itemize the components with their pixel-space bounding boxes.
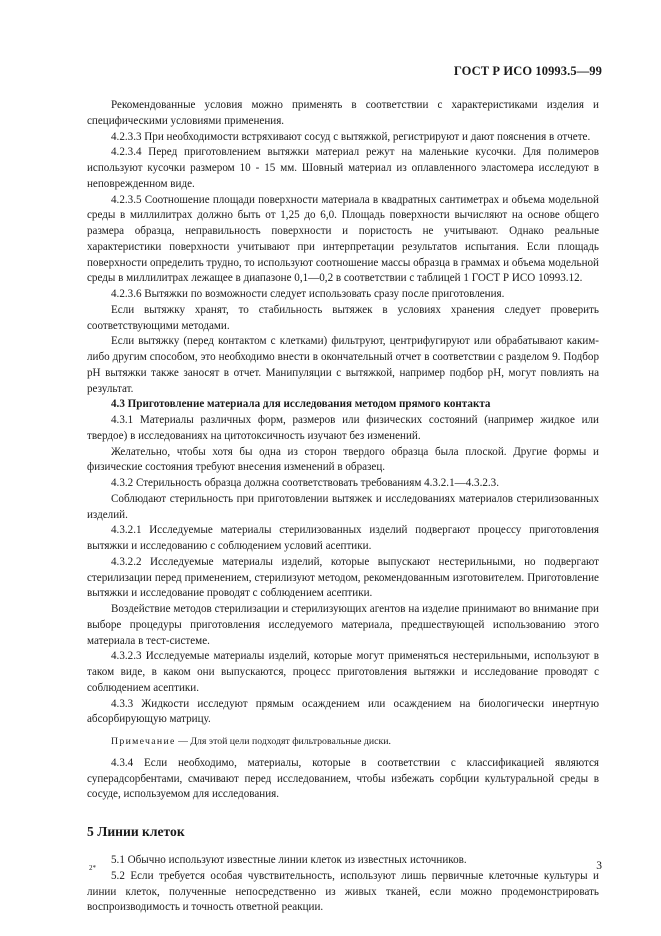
paragraph: 4.3.4 Если необходимо, материалы, которые в соответствии с классификацией являются суперадсорбентами, смачивают перед исследованием, чтобы избежать сорбции культуральной среды в сосуде, используемом для исследования. [87, 756, 599, 801]
paragraph: Желательно, чтобы хотя бы одна из сторон твердого образца была плоской. Другие формы и физические состояния требуют внесения изменений в образец. [87, 445, 599, 474]
paragraph: 4.2.3.5 Соотношение площади поверхности материала в квадратных сантиметрах и объема модельной среды в миллилитрах должно быть от 1,25 до 6,0. Площадь поверхности вычисляют на основе общего размера образца, неправильность поверхности и пористость не учитывают. Однако реальные характеристики поверхности учитывают при интерпретации результатов испытания. Если площадь поверхности определить трудно, то используют соотношение массы образца в граммах и объема модельной среды в миллилитрах лежащее в диапазоне 0,1—0,2 в соответствии с таблицей 1 ГОСТ Р ИСО 10993.12. [87, 193, 599, 285]
paragraph: 4.3.2.1 Исследуемые материалы стерилизованных изделий подвергают процессу приготовления вытяжки и исследованию с соблюдением условий асептики. [87, 524, 599, 552]
paragraph: 4.2.3.4 Перед приготовлением вытяжки материал режут на маленькие кусочки. Для полимеров используют кусочки размером 10 - 15 мм. Шовный материал из оплавленного эластомера исследуют в неповрежденном виде. [87, 146, 599, 190]
note-text: — Для этой цели подходят фильтровальные диски. [175, 736, 391, 747]
paragraph: 4.2.3.3 При необходимости встряхивают сосуд с вытяжкой, регистрируют и дают пояснения в отчете. [111, 130, 591, 143]
section-title: 5 Линии клеток [87, 824, 185, 839]
paragraph: Воздействие методов стерилизации и стерилизующих агентов на изделие принимают во внимание при выборе процедуры приготовления исследуемого материала, предшествующей использованию этого материала в тест-системе. [87, 603, 599, 647]
paragraph: 4.2.3.6 Вытяжки по возможности следует использовать сразу после приготовления. [111, 288, 505, 300]
paragraph: Если вытяжку (перед контактом с клетками) фильтруют, центрифугируют или обрабатывают каким-либо другим способом, это необходимо внести в окончательный отчет в соответствии с разделом 9. Подбор pH вытяжки также заносят в отчет. Манипуляции с вытяжкой, например подбор pH, могут повлиять на результат. [87, 335, 599, 395]
paragraph: 4.3.3 Жидкости исследуют прямым осаждением или осаждением на биологически инертную абсорбирующую матрицу. [87, 697, 599, 726]
sheet-mark: 2* [89, 864, 96, 872]
subsection-heading: 4.3 Приготовление материала для исследования методом прямого контакта [111, 398, 491, 411]
page-number: 3 [596, 860, 602, 872]
paragraph: Соблюдают стерильность при приготовлении вытяжек и исследованиях материалов стерилизованных изделий. [87, 492, 599, 521]
paragraph: Рекомендованные условия можно применять в соответствии с характеристиками изделия и специфическими условиями применения. [87, 99, 599, 127]
paragraph: 5.1 Обычно используют известные линии клеток из известных источников. [111, 854, 467, 866]
paragraph: 4.3.2 Стерильность образца должна соответствовать требованиям 4.3.2.1—4.3.2.3. [111, 477, 499, 489]
note-label: Примечание [111, 736, 176, 747]
standard-header: ГОСТ Р ИСО 10993.5—99 [453, 64, 602, 78]
paragraph: 4.3.1 Материалы различных форм, размеров или физических состояний (например жидкое или твердое) в исследованиях на цитотоксичность изучают без изменений. [87, 414, 599, 442]
note [87, 734, 599, 750]
paragraph: 4.3.2.2 Исследуемые материалы изделий, которые выпускают нестерильными, но подвергают стерилизации перед применением, стерилизуют методом, рекомендованным изготовителем. Приготовление вытяжки и исследование проводят с соблюдением асептики. [87, 555, 599, 600]
paragraph: 4.3.2.3 Исследуемые материалы изделий, которые могут применяться нестерильными, используют в таком виде, в каком они выпускаются, процесс приготовления вытяжки и исследование проводят с соблюдением асептики. [87, 650, 599, 694]
document-body [87, 98, 599, 916]
paragraph: 5.2 Если требуется особая чувствительность, используют лишь первичные клеточные культуры и линии клеток, полученные непосредственно из живых тканей, если можно продемонстрировать воспроизводимость и точность ответной реакции. [87, 869, 599, 914]
paragraph: Если вытяжку хранят, то стабильность вытяжек в условиях хранения следует проверить соответствующими методами. [87, 303, 599, 332]
